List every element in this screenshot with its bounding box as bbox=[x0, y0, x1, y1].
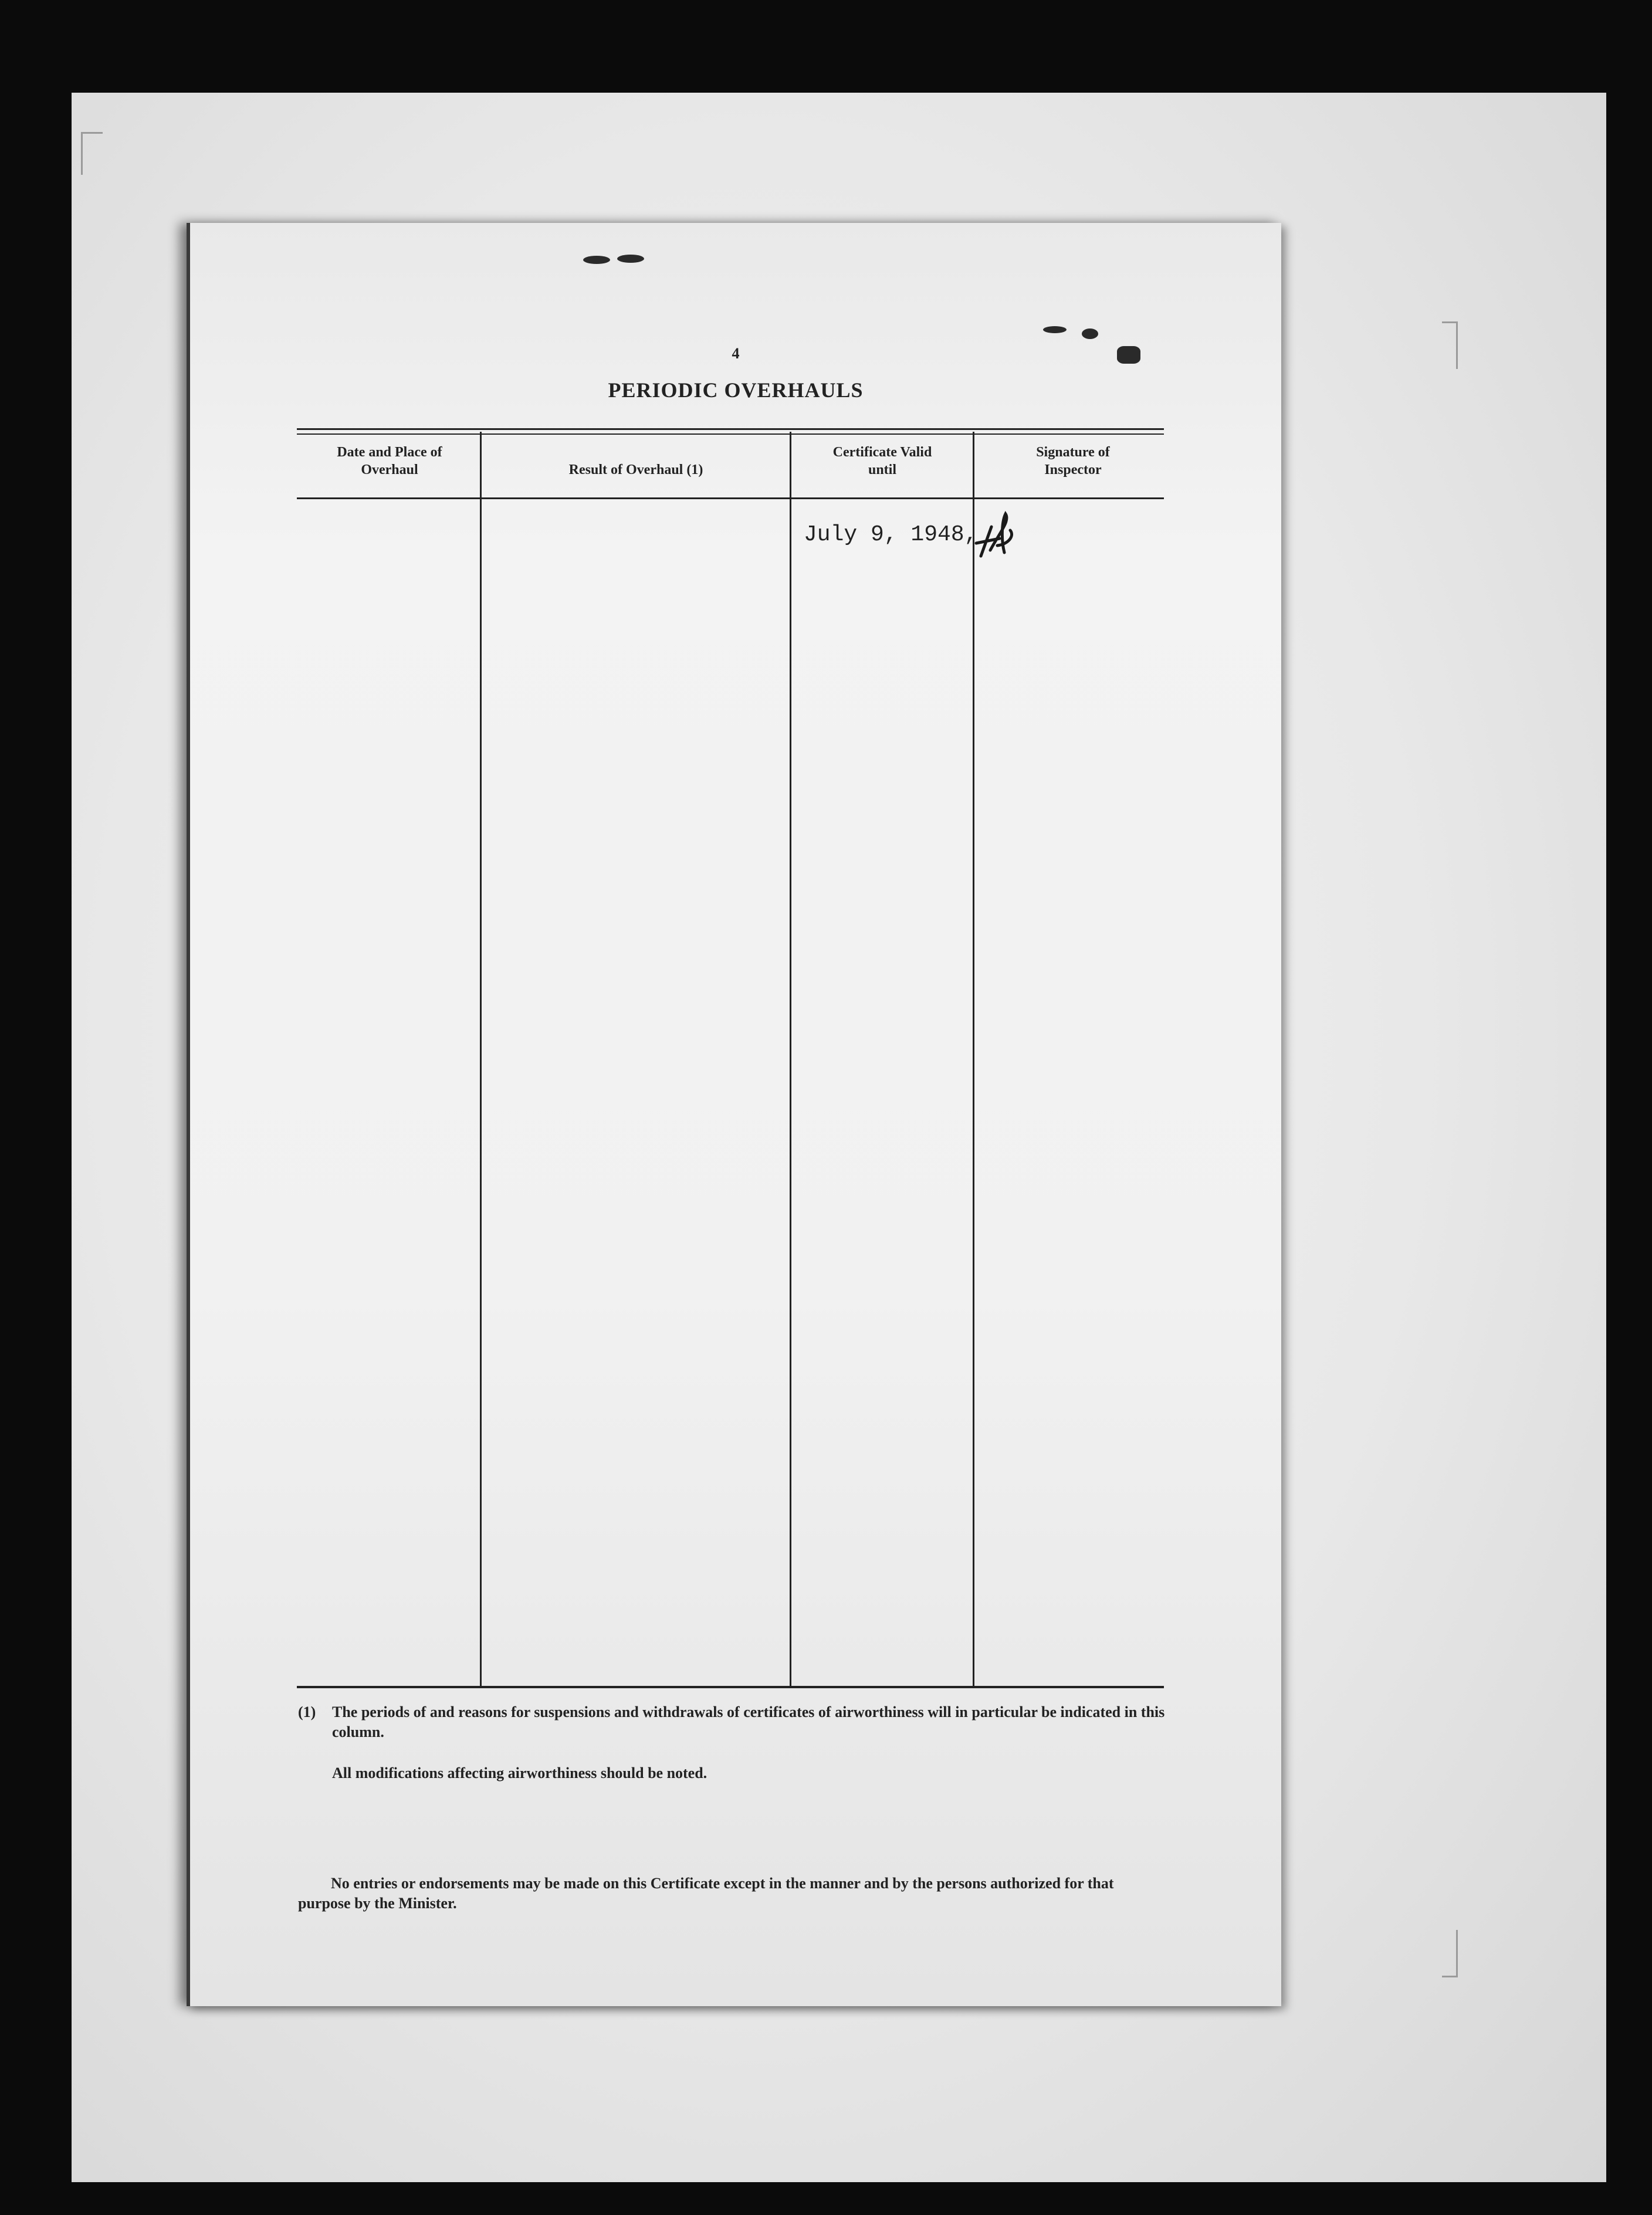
column-divider bbox=[973, 432, 974, 1686]
footnote-marker: (1) bbox=[298, 1703, 316, 1720]
crop-mark-bottom-right bbox=[1442, 1930, 1458, 1977]
crop-mark-top-right bbox=[1442, 321, 1458, 369]
column-divider bbox=[480, 432, 482, 1686]
ink-blot bbox=[1043, 326, 1067, 333]
header-result: Result of Overhaul (1) bbox=[568, 462, 703, 477]
document-sheet bbox=[187, 223, 1281, 2006]
header-date-place: Date and Place of Overhaul bbox=[337, 445, 442, 477]
footnote-text: The periods of and reasons for suspensions and withdrawals of certificates of airworthiness will in particular be indicated in this column. bbox=[332, 1703, 1165, 1740]
ink-blot bbox=[1082, 328, 1098, 339]
table-top-rule bbox=[297, 428, 1164, 435]
page-title: PERIODIC OVERHAULS bbox=[608, 378, 864, 402]
ink-blot bbox=[617, 255, 644, 263]
ink-blot bbox=[583, 256, 610, 264]
header-signature: Signature of Inspector bbox=[1036, 445, 1110, 477]
page-number: 4 bbox=[732, 345, 740, 362]
cell-valid-until: July 9, 1948, bbox=[804, 522, 978, 547]
modifications-note: All modifications affecting airworthiness should be noted. bbox=[332, 1764, 707, 1782]
entries-note: No entries or endorsements may be made on this Certificate except in the manner and by the persons authorized for that purpose by the Minister. bbox=[298, 1875, 1114, 1912]
inspector-signature bbox=[974, 509, 1021, 562]
header-valid-until: Certificate Valid until bbox=[832, 445, 932, 477]
table-bottom-rule bbox=[297, 1686, 1164, 1688]
crop-mark-top-left bbox=[81, 132, 103, 175]
table-header-rule bbox=[297, 497, 1164, 499]
column-divider bbox=[790, 432, 791, 1686]
